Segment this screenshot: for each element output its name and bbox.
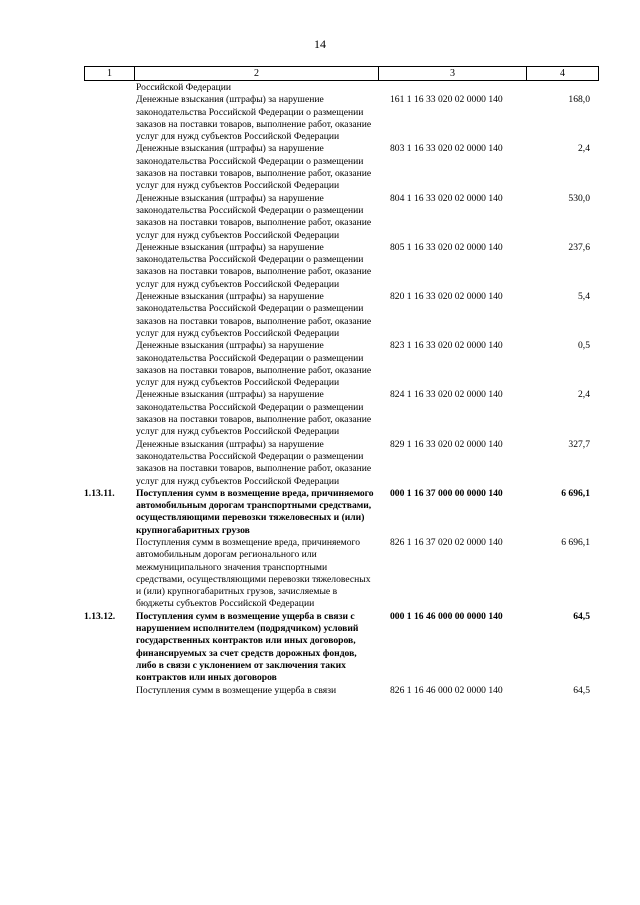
header-col-1: 1 bbox=[85, 67, 135, 80]
row-amount: 5,4 bbox=[578, 291, 590, 303]
row-description: Денежные взыскания (штрафы) за нарушение законодательства Российской Федерации о размещении заказов на поставки товаров, выполнение работ, оказание услуг для нужд субъектов Российской Федерации bbox=[136, 241, 372, 290]
table-row bbox=[84, 439, 599, 488]
row-number bbox=[84, 291, 136, 340]
continuation-text: Российской Федерации bbox=[136, 82, 231, 93]
row-number bbox=[84, 439, 136, 488]
table-row bbox=[84, 685, 599, 697]
row-number bbox=[84, 193, 136, 242]
row-amount: 64,5 bbox=[573, 610, 590, 622]
row-amount: 237,6 bbox=[568, 241, 590, 253]
row-description: Денежные взыскания (штрафы) за нарушение законодательства Российской Федерации о размещении заказов на поставки товаров, выполнение работ, оказание услуг для нужд субъектов Российской Федерации bbox=[136, 143, 372, 192]
table-row bbox=[84, 143, 599, 192]
row-code: 820 1 16 33 020 02 0000 140 bbox=[390, 291, 503, 303]
table-row bbox=[84, 611, 599, 685]
row-code: 000 1 16 37 000 00 0000 140 bbox=[390, 487, 503, 499]
row-number bbox=[84, 94, 136, 143]
table-header bbox=[84, 66, 599, 81]
row-number bbox=[84, 340, 136, 389]
row-code: 161 1 16 33 020 02 0000 140 bbox=[390, 94, 503, 106]
row-description: Поступления сумм в возмещение ущерба в связи с нарушением исполнителем (подрядчиком) условий государственных контрактов или иных договоров, финансируемых за счет средств дорожных фондов, либо в связи с уклонением от заключения таких контрактов или иных договоров bbox=[136, 610, 359, 684]
row-amount: 6 696,1 bbox=[561, 536, 590, 548]
table-row bbox=[84, 193, 599, 242]
row-number bbox=[84, 143, 136, 192]
row-amount: 64,5 bbox=[573, 684, 590, 696]
row-number: 1.13.12. bbox=[84, 610, 116, 622]
row-code: 803 1 16 33 020 02 0000 140 bbox=[390, 143, 503, 155]
row-code: 000 1 16 46 000 00 0000 140 bbox=[390, 610, 503, 622]
page-number: 14 bbox=[314, 37, 326, 51]
row-code: 824 1 16 33 020 02 0000 140 bbox=[390, 389, 503, 401]
row-description: Денежные взыскания (штрафы) за нарушение законодательства Российской Федерации о размещении заказов на поставки товаров, выполнение работ, оказание услуг для нужд субъектов Российской Федерации bbox=[136, 389, 372, 438]
row-description: Поступления сумм в возмещение ущерба в связи bbox=[136, 684, 337, 696]
table-row bbox=[84, 291, 599, 340]
header-col-2: 2 bbox=[135, 67, 379, 80]
row-code: 805 1 16 33 020 02 0000 140 bbox=[390, 241, 503, 253]
table-row bbox=[84, 537, 599, 611]
table-row bbox=[84, 94, 599, 143]
table-body bbox=[84, 82, 599, 697]
row-number bbox=[84, 685, 136, 697]
row-amount: 2,4 bbox=[578, 143, 590, 155]
row-description: Денежные взыскания (штрафы) за нарушение законодательства Российской Федерации о размещении заказов на поставки товаров, выполнение работ, оказание услуг для нужд субъектов Российской Федерации bbox=[136, 340, 372, 389]
row-number bbox=[84, 389, 136, 438]
row-amount: 0,5 bbox=[578, 340, 590, 352]
table-row bbox=[84, 242, 599, 291]
row-description: Поступления сумм в возмещение вреда, причиняемого автомобильным дорогам транспортными средствами, осуществляющими перевозки тяжеловесных и (или) крупногабаритных грузов bbox=[136, 487, 374, 536]
row-amount: 6 696,1 bbox=[561, 487, 590, 499]
header-col-4: 4 bbox=[560, 68, 565, 79]
row-amount: 2,4 bbox=[578, 389, 590, 401]
row-description: Денежные взыскания (штрафы) за нарушение законодательства Российской Федерации о размещении заказов на поставки товаров, выполнение работ, оказание услуг для нужд субъектов Российской Федерации bbox=[136, 94, 372, 143]
row-amount: 327,7 bbox=[568, 438, 590, 450]
row-code: 804 1 16 33 020 02 0000 140 bbox=[390, 192, 503, 204]
row-description: Денежные взыскания (штрафы) за нарушение законодательства Российской Федерации о размещении заказов на поставки товаров, выполнение работ, оказание услуг для нужд субъектов Российской Федерации bbox=[136, 438, 372, 487]
row-number bbox=[84, 537, 136, 611]
row-code: 823 1 16 33 020 02 0000 140 bbox=[390, 340, 503, 352]
row-description: Денежные взыскания (штрафы) за нарушение законодательства Российской Федерации о размещении заказов на поставки товаров, выполнение работ, оказание услуг для нужд субъектов Российской Федерации bbox=[136, 291, 372, 339]
row-code: 826 1 16 46 000 02 0000 140 bbox=[390, 684, 503, 696]
row-number: 1.13.11. bbox=[84, 487, 115, 499]
row-description: Поступления сумм в возмещение вреда, причиняемого автомобильным дорогам регионального или межмуниципального значения транспортными средствами, осуществляющими перевозки тяжеловесных и (или) крупногабаритных грузов, зачисляемые в бюджеты субъектов Российской Федерации bbox=[136, 536, 371, 610]
table-row bbox=[84, 389, 599, 438]
row-number bbox=[84, 242, 136, 291]
row-amount: 530,0 bbox=[568, 192, 590, 204]
table-row bbox=[84, 340, 599, 389]
row-description: Денежные взыскания (штрафы) за нарушение законодательства Российской Федерации о размещении заказов на поставки товаров, выполнение работ, оказание услуг для нужд субъектов Российской Федерации bbox=[136, 192, 372, 241]
row-code: 826 1 16 37 020 02 0000 140 bbox=[390, 536, 503, 548]
row-amount: 168,0 bbox=[568, 94, 590, 106]
header-col-3: 3 bbox=[379, 67, 527, 80]
row-code: 829 1 16 33 020 02 0000 140 bbox=[390, 438, 503, 450]
table-row bbox=[84, 488, 599, 537]
